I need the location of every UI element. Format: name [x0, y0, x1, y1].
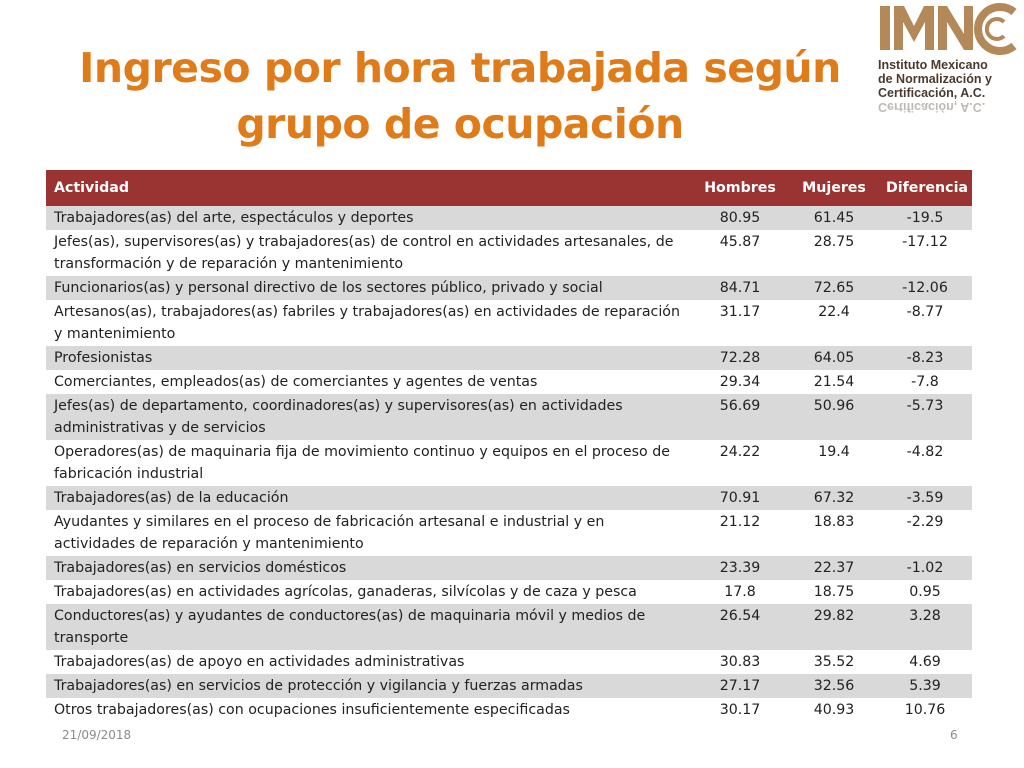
table-row — [46, 300, 972, 346]
cell-mujeres: 40.93 — [790, 698, 878, 722]
header-mujeres: Mujeres — [790, 170, 878, 206]
header-hombres: Hombres — [690, 170, 790, 206]
occupation-income-table — [46, 170, 972, 722]
table-row — [46, 604, 972, 650]
logo-line: Instituto Mexicano — [878, 58, 988, 72]
cell-hombres: 17.8 — [690, 580, 790, 604]
table-row — [46, 650, 972, 674]
cell-diferencia: 5.39 — [878, 674, 972, 698]
cell-hombres: 70.91 — [690, 486, 790, 510]
slide-date: 21/09/2018 — [62, 728, 132, 742]
table-row — [46, 230, 972, 276]
cell-actividad: Jefes(as), supervisores(as) y trabajadores(as) de control en actividades artesanales, de transformación y de reparación y mantenimiento — [46, 230, 690, 276]
cell-diferencia: -19.5 — [878, 206, 972, 230]
cell-hombres: 56.69 — [690, 394, 790, 440]
cell-actividad: Trabajadores(as) en actividades agrícolas, ganaderas, silvícolas y de caza y pesca — [46, 580, 690, 604]
cell-diferencia: -12.06 — [878, 276, 972, 300]
table-row — [46, 346, 972, 370]
cell-mujeres: 64.05 — [790, 346, 878, 370]
cell-actividad: Funcionarios(as) y personal directivo de los sectores público, privado y social — [46, 276, 690, 300]
logo-line: de Normalización y — [878, 72, 992, 86]
cell-actividad: Artesanos(as), trabajadores(as) fabriles y trabajadores(as) en actividades de reparación y mantenimiento — [46, 300, 690, 346]
logo-reflection-line: Certificación, A.C. — [878, 100, 986, 114]
cell-diferencia: 3.28 — [878, 604, 972, 650]
cell-mujeres: 67.32 — [790, 486, 878, 510]
cell-diferencia: -2.29 — [878, 510, 972, 556]
cell-actividad: Ayudantes y similares en el proceso de fabricación artesanal e industrial y en actividades de reparación y mantenimiento — [46, 510, 690, 556]
cell-mujeres: 32.56 — [790, 674, 878, 698]
cell-actividad: Jefes(as) de departamento, coordinadores(as) y supervisores(as) en actividades administrativas y de servicios — [46, 394, 690, 440]
cell-actividad: Otros trabajadores(as) con ocupaciones insuficientemente especificadas — [46, 698, 690, 722]
cell-hombres: 45.87 — [690, 230, 790, 276]
cell-hombres: 72.28 — [690, 346, 790, 370]
cell-hombres: 30.83 — [690, 650, 790, 674]
cell-actividad: Conductores(as) y ayudantes de conductores(as) de maquinaria móvil y medios de transporte — [46, 604, 690, 650]
header-diferencia: Diferencia — [878, 170, 972, 206]
table-row — [46, 440, 972, 486]
slide-page-number: 6 — [950, 728, 958, 742]
cell-mujeres: 61.45 — [790, 206, 878, 230]
cell-diferencia: 0.95 — [878, 580, 972, 604]
cell-actividad: Trabajadores(as) en servicios de protección y vigilancia y fuerzas armadas — [46, 674, 690, 698]
table-header-row — [46, 170, 972, 206]
cell-diferencia: -1.02 — [878, 556, 972, 580]
cell-mujeres: 18.75 — [790, 580, 878, 604]
cell-hombres: 24.22 — [690, 440, 790, 486]
cell-hombres: 21.12 — [690, 510, 790, 556]
table-row — [46, 370, 972, 394]
cell-mujeres: 29.82 — [790, 604, 878, 650]
cell-actividad: Profesionistas — [46, 346, 690, 370]
cell-actividad: Trabajadores(as) en servicios domésticos — [46, 556, 690, 580]
cell-diferencia: -7.8 — [878, 370, 972, 394]
table-row — [46, 698, 972, 722]
slide-title: Ingreso por hora trabajada según grupo de ocupación — [79, 44, 841, 148]
table-row — [46, 276, 972, 300]
cell-diferencia: -8.23 — [878, 346, 972, 370]
logo-line: Certificación, A.C. — [878, 86, 986, 100]
cell-actividad: Trabajadores(as) de la educación — [46, 486, 690, 510]
table-row — [46, 206, 972, 230]
cell-hombres: 26.54 — [690, 604, 790, 650]
cell-actividad: Trabajadores(as) de apoyo en actividades administrativas — [46, 650, 690, 674]
cell-hombres: 29.34 — [690, 370, 790, 394]
table-row — [46, 394, 972, 440]
cell-diferencia: -8.77 — [878, 300, 972, 346]
cell-actividad: Trabajadores(as) del arte, espectáculos y deportes — [46, 206, 690, 230]
cell-actividad: Operadores(as) de maquinaria fija de movimiento continuo y equipos en el proceso de fabricación industrial — [46, 440, 690, 486]
cell-hombres: 80.95 — [690, 206, 790, 230]
logo-text — [878, 58, 1020, 100]
cell-mujeres: 18.83 — [790, 510, 878, 556]
cell-hombres: 23.39 — [690, 556, 790, 580]
cell-actividad: Comerciantes, empleados(as) de comerciantes y agentes de ventas — [46, 370, 690, 394]
cell-diferencia: -17.12 — [878, 230, 972, 276]
table-row — [46, 674, 972, 698]
cell-diferencia: -5.73 — [878, 394, 972, 440]
cell-hombres: 27.17 — [690, 674, 790, 698]
cell-mujeres: 19.4 — [790, 440, 878, 486]
cell-mujeres: 28.75 — [790, 230, 878, 276]
cell-hombres: 30.17 — [690, 698, 790, 722]
cell-hombres: 31.17 — [690, 300, 790, 346]
table-row — [46, 510, 972, 556]
cell-diferencia: 4.69 — [878, 650, 972, 674]
cell-mujeres: 22.4 — [790, 300, 878, 346]
table-row — [46, 486, 972, 510]
table-body — [46, 206, 972, 722]
cell-diferencia: 10.76 — [878, 698, 972, 722]
table-row — [46, 556, 972, 580]
logo-reflection — [878, 100, 1020, 114]
cell-mujeres: 21.54 — [790, 370, 878, 394]
cell-mujeres: 35.52 — [790, 650, 878, 674]
cell-hombres: 84.71 — [690, 276, 790, 300]
table-row — [46, 580, 972, 604]
cell-mujeres: 22.37 — [790, 556, 878, 580]
cell-diferencia: -3.59 — [878, 486, 972, 510]
cell-mujeres: 50.96 — [790, 394, 878, 440]
imnc-logo-mark — [876, 2, 1020, 58]
imnc-logo — [876, 2, 1020, 126]
cell-mujeres: 72.65 — [790, 276, 878, 300]
header-actividad: Actividad — [46, 170, 690, 206]
cell-diferencia: -4.82 — [878, 440, 972, 486]
